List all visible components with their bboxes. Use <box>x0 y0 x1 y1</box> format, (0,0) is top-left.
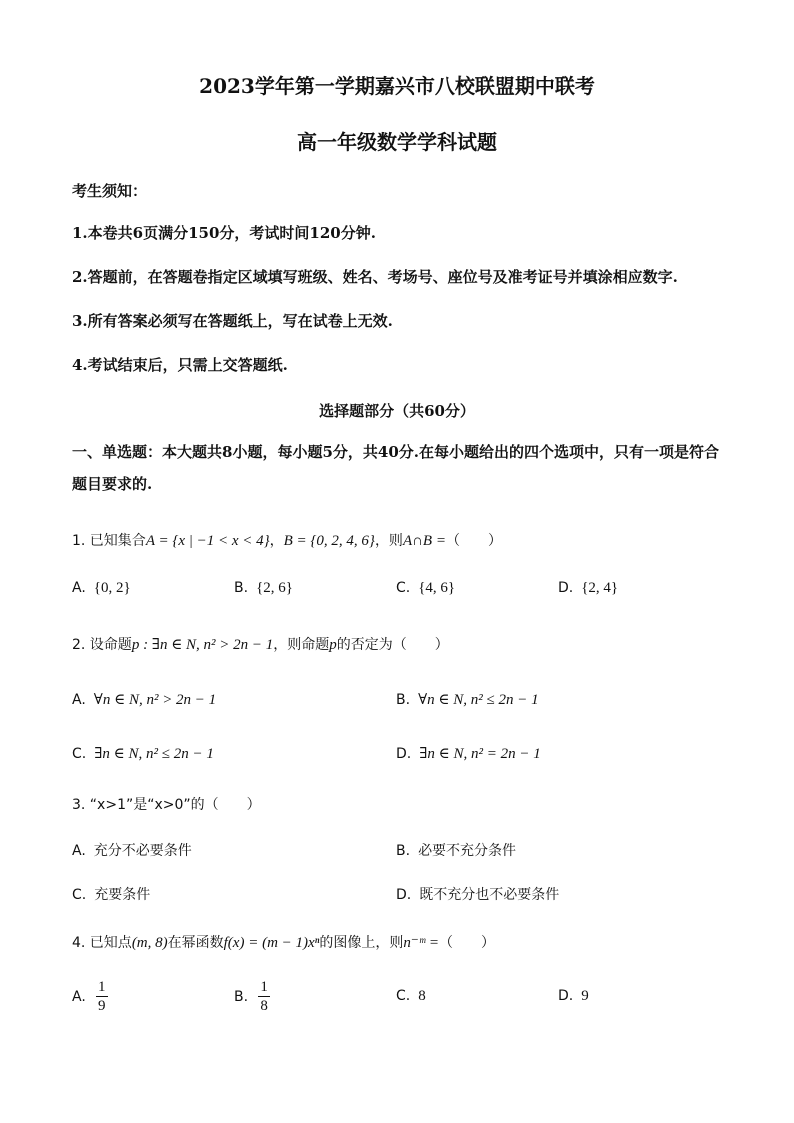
q4-option-b-fraction: $\frac{1}{8}$ <box>258 978 270 1015</box>
q1-suffix: ，则 <box>374 533 403 549</box>
notice-heading: 考生须知： <box>72 182 148 200</box>
q4-expr: n⁻ᵐ = <box>403 935 439 951</box>
q3-option-d: D. 既不充分也不必要条件 <box>396 887 560 903</box>
q3-option-a: A. 充分不必要条件 <box>72 843 192 859</box>
q1-option-d: D. {2, 4} <box>558 580 619 596</box>
q1-paren: （ ） <box>445 533 502 549</box>
q1-option-a: A. {0, 2} <box>72 580 131 596</box>
q4-option-a: A. $\frac{1}{9}$ <box>72 978 108 1015</box>
q1-sep: ， <box>269 533 284 549</box>
exam-title: 2023学年第一学期嘉兴市八校联盟期中联考 <box>199 74 595 98</box>
q1-set-b: B = {0, 2, 4, 6} <box>283 533 375 549</box>
q2-option-c: C. ∃n ∈ N, n² ≤ 2n − 1 <box>72 746 214 762</box>
exam-subtitle: 高一年级数学学科试题 <box>297 130 497 154</box>
q2-option-d: D. ∃n ∈ N, n² = 2n − 1 <box>396 746 541 762</box>
q4-option-d: D. 9 <box>558 988 589 1004</box>
question-1-stem <box>72 530 502 550</box>
q1-prefix: 1. 已知集合 <box>72 533 146 549</box>
q2-option-a: A. ∀n ∈ N, n² > 2n − 1 <box>72 692 217 708</box>
notice-item-2: 2.答题前，在答题卷指定区域填写班级、姓名、考场号、座位号及准考证号并填涂相应数字. <box>72 268 678 286</box>
q4-mid: 在幂函数 <box>167 935 224 951</box>
section-instruction: 一、单选题：本大题共8小题，每小题5分，共40分.在每小题给出的四个选项中，只有一项是符合题目要求的. <box>72 443 719 493</box>
notice-item-3: 3.所有答案必须写在答题纸上，写在试卷上无效. <box>72 312 393 330</box>
q2-proposition: p : ∃n ∈ N, n² > 2n − 1 <box>131 637 274 653</box>
notice-item-1: 1.本卷共6页满分150分，考试时间120分钟. <box>72 224 376 242</box>
q4-mid2: 的图像上，则 <box>319 935 404 951</box>
q4-option-c: C. 8 <box>396 988 426 1004</box>
q4-point: (m, 8) <box>131 935 168 951</box>
q4-option-a-fraction: $\frac{1}{9}$ <box>96 978 108 1015</box>
q4-option-b: B. $\frac{1}{8}$ <box>234 978 270 1015</box>
q4-prefix: 4. 已知点 <box>72 935 132 951</box>
q2-option-b: B. ∀n ∈ N, n² ≤ 2n − 1 <box>396 692 539 708</box>
q1-set-a: A = {x | −1 < x < 4} <box>145 533 270 549</box>
notice-item-4: 4.考试结束后，只需上交答题纸. <box>72 356 288 374</box>
q2-mid: ，则命题 <box>273 637 330 653</box>
q3-option-c: C. 充要条件 <box>72 887 151 903</box>
question-2-stem <box>72 634 449 654</box>
q2-prefix: 2. 设命题 <box>72 637 132 653</box>
question-4-stem <box>72 932 495 952</box>
q1-option-c: C. {4, 6} <box>396 580 456 596</box>
q3-option-b: B. 必要不充分条件 <box>396 843 517 859</box>
q2-p: p <box>329 637 337 653</box>
q1-expr: A∩B = <box>402 533 446 549</box>
question-3-stem: 3. “x>1”是“x>0”的（ ） <box>72 797 261 813</box>
q4-function: f(x) = (m − 1)xⁿ <box>223 935 320 951</box>
section-heading: 选择题部分（共60分） <box>319 402 475 420</box>
q2-suffix: 的否定为（ ） <box>336 637 449 653</box>
q1-option-b: B. {2, 6} <box>234 580 293 596</box>
q4-paren: （ ） <box>438 935 495 951</box>
